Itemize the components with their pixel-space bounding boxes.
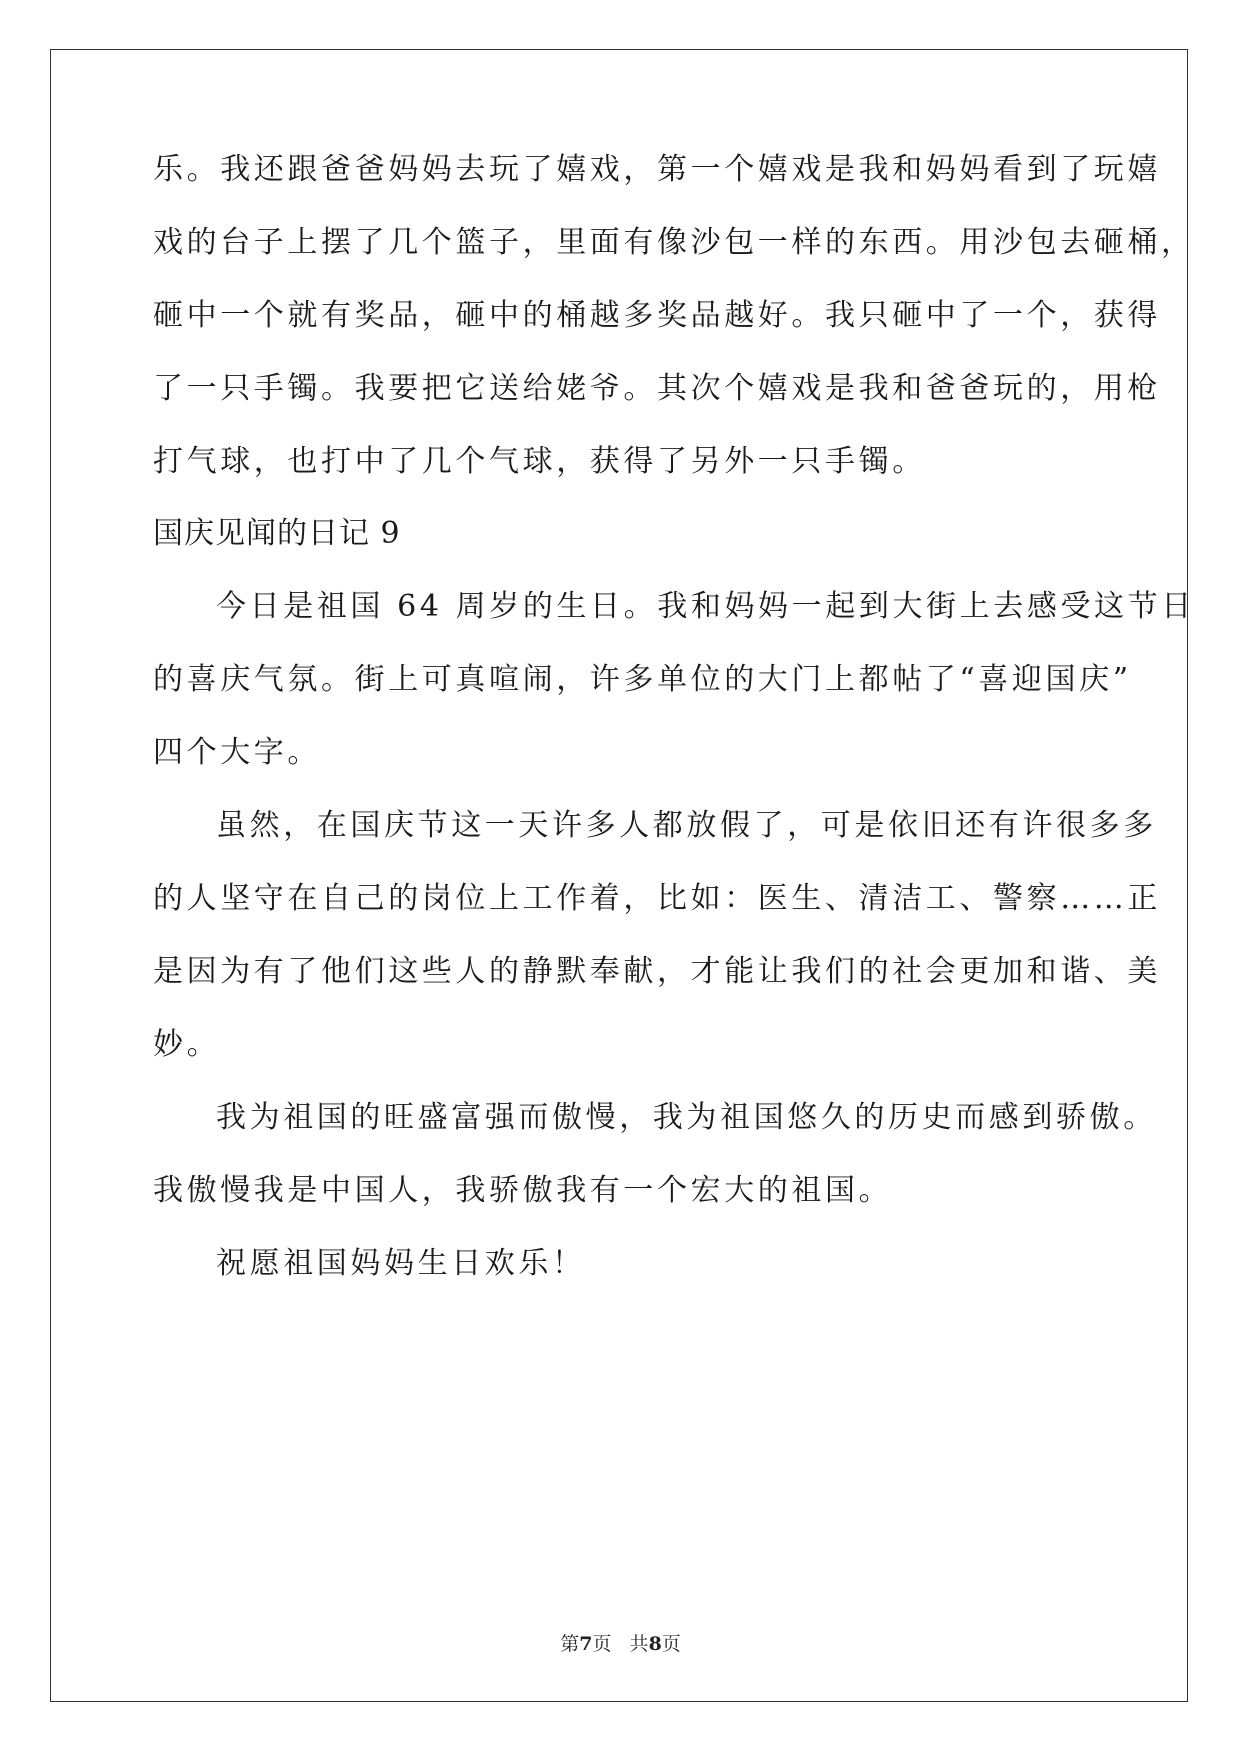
paragraph-line: 的人坚守在自己的岗位上工作着，比如：医生、清洁工、警察……正 — [153, 881, 1161, 916]
footer-page-total-suffix: 页 — [661, 1633, 681, 1655]
text-line: 砸中一个就有奖品，砸中的桶越多奖品越好。我只砸中了一个，获得 — [153, 298, 1161, 333]
paragraph-line: 我傲慢我是中国人，我骄傲我有一个宏大的祖国。 — [153, 1173, 893, 1208]
footer-page-prefix: 第 — [560, 1633, 580, 1655]
paragraph-line: 四个大字。 — [153, 735, 321, 770]
paragraph-line: 的喜庆气氛。街上可真喧闹，许多单位的大门上都帖了“喜迎国庆” — [153, 662, 1132, 697]
text-line: 戏的台子上摆了几个篮子，里面有像沙包一样的东西。用沙包去砸桶， — [153, 225, 1195, 260]
text-line: 乐。我还跟爸爸妈妈去玩了嬉戏，第一个嬉戏是我和妈妈看到了玩嬉 — [153, 152, 1161, 187]
text-line: 打气球，也打中了几个气球，获得了另外一只手镯。 — [153, 444, 926, 479]
paragraph-line: 今日是祖国 64 周岁的生日。我和妈妈一起到大街上去感受这节日 — [216, 589, 1195, 624]
text-line: 了一只手镯。我要把它送给姥爷。其次个嬉戏是我和爸爸玩的，用枪 — [153, 371, 1161, 406]
paragraph-line: 虽然，在国庆节这一天许多人都放假了，可是依旧还有许很多多 — [216, 808, 1157, 843]
page-footer — [0, 1632, 1241, 1656]
footer-page-suffix: 页 共 — [592, 1633, 649, 1655]
paragraph-line: 妙。 — [153, 1027, 221, 1062]
section-title: 国庆见闻的日记 9 — [153, 516, 401, 551]
paragraph-line: 我为祖国的旺盛富强而傲慢，我为祖国悠久的历史而感到骄傲。 — [216, 1100, 1157, 1135]
footer-page-current: 7 — [579, 1633, 593, 1655]
paragraph-line: 是因为有了他们这些人的静默奉献，才能让我们的社会更加和谐、美 — [153, 954, 1161, 989]
paragraph-line: 祝愿祖国妈妈生日欢乐！ — [216, 1246, 586, 1281]
footer-page-total: 8 — [648, 1633, 662, 1655]
